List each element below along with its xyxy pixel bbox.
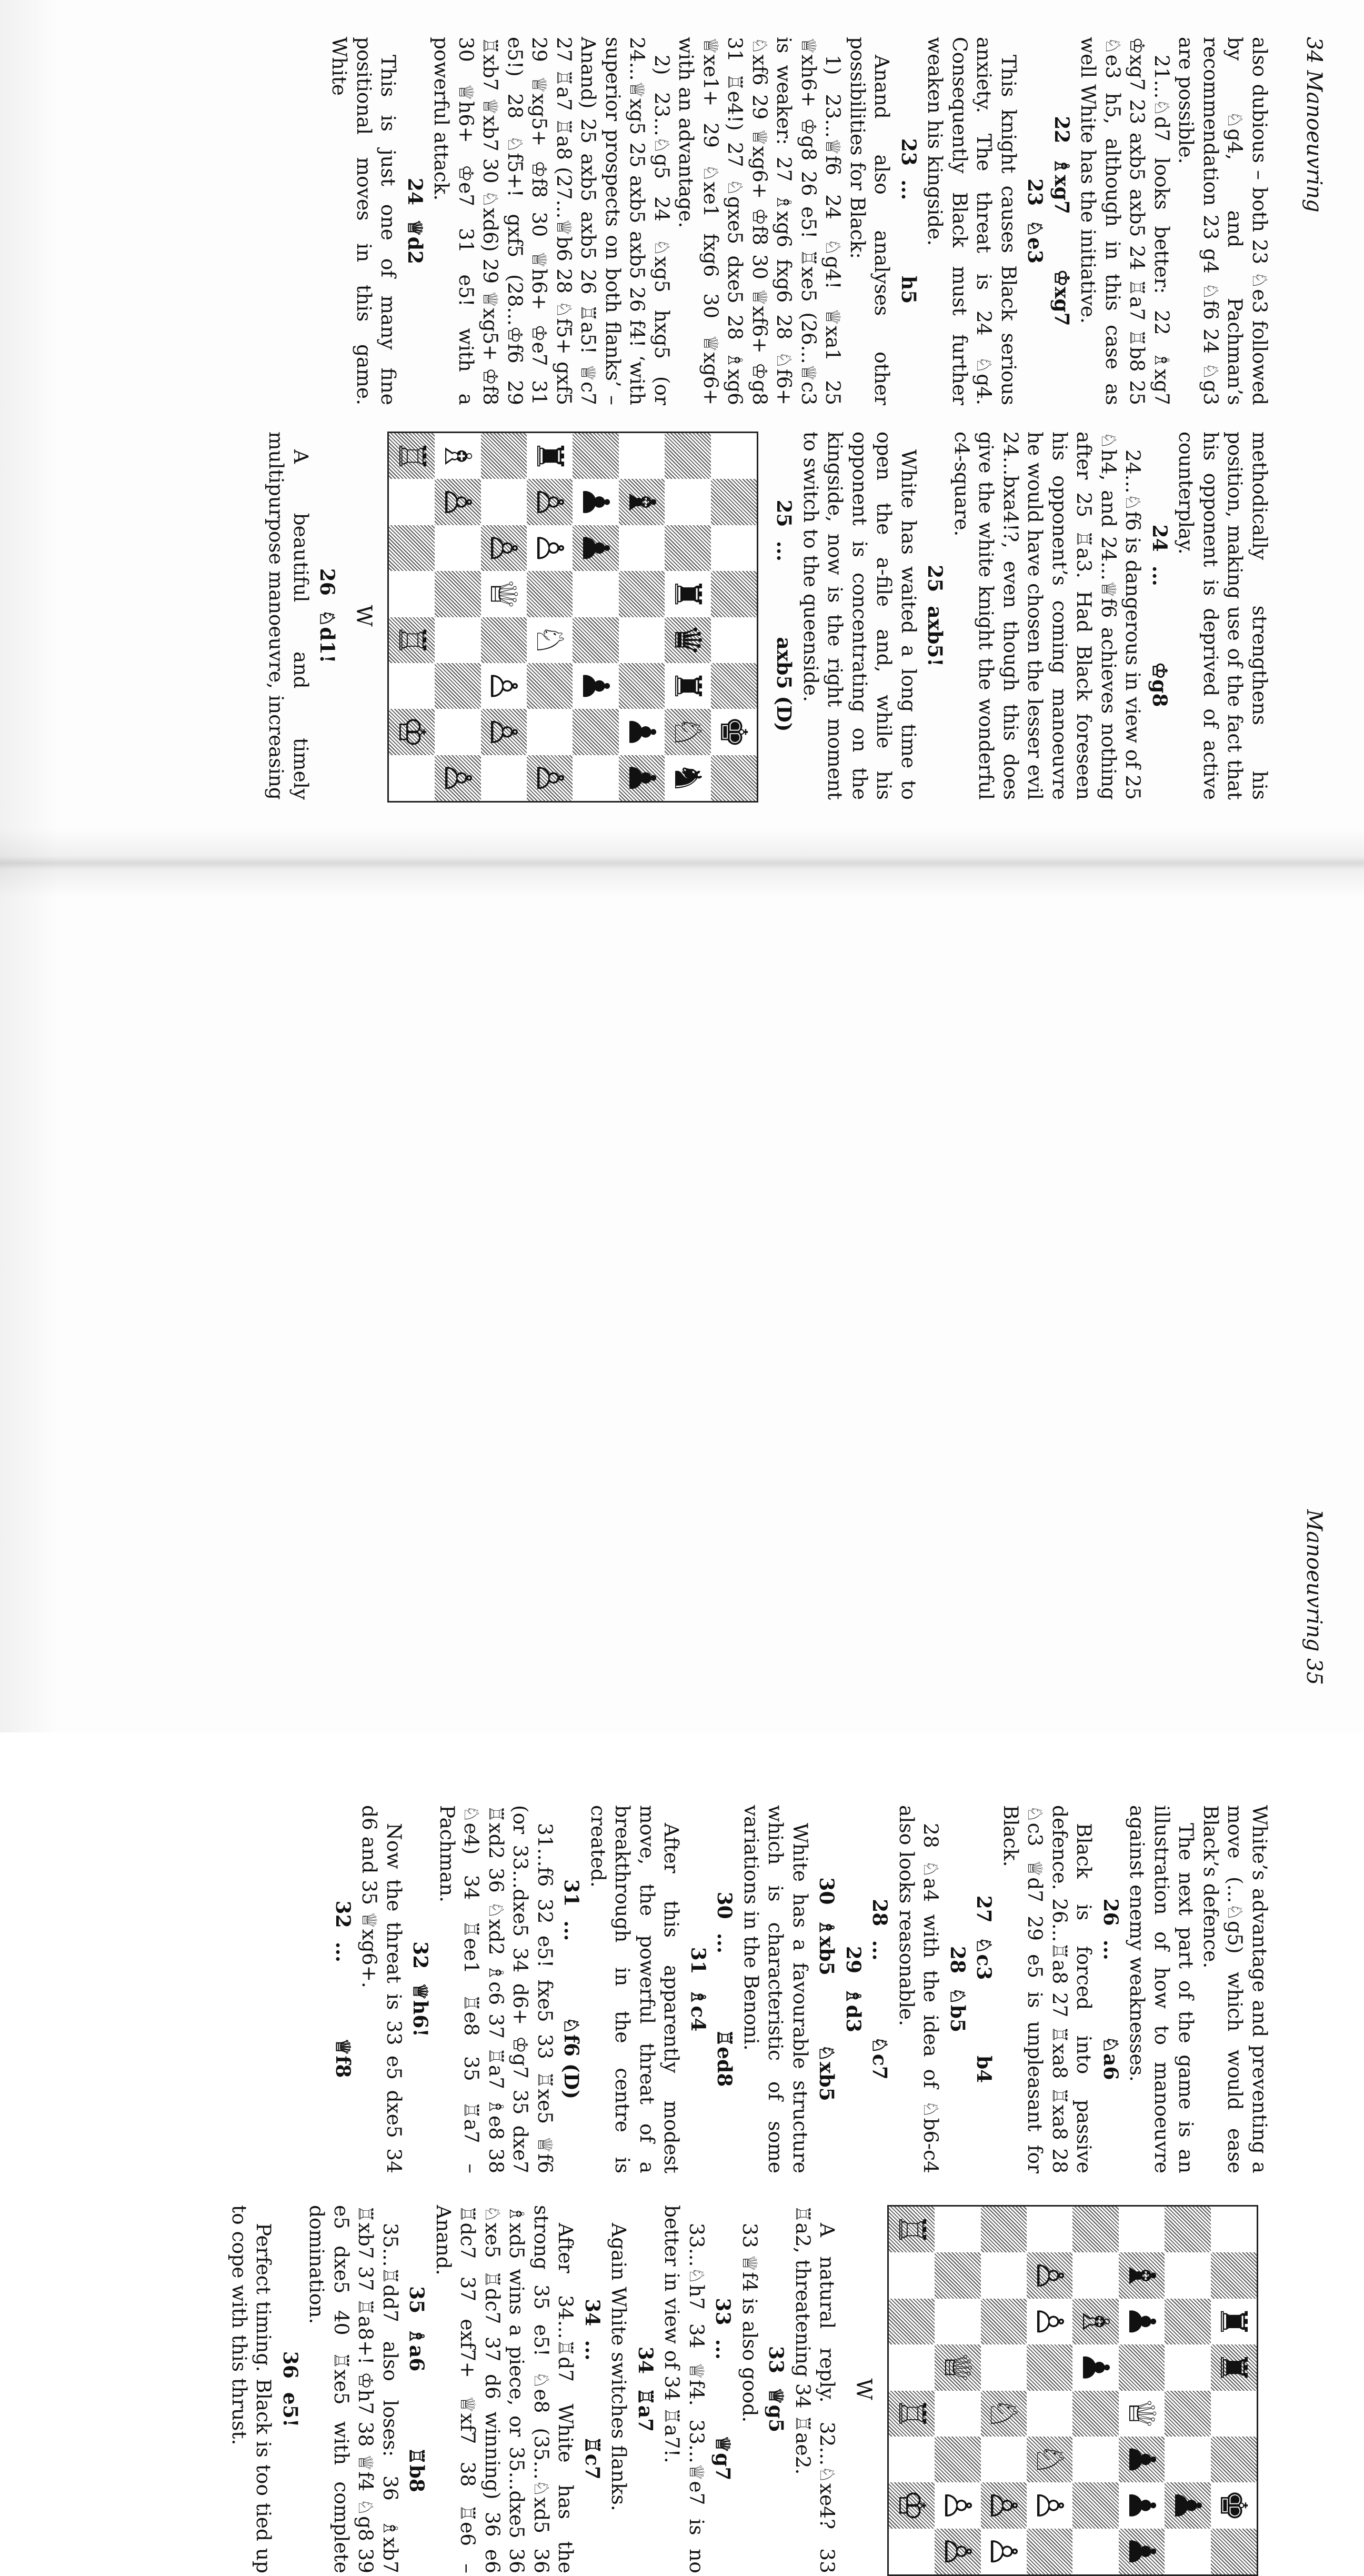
board-square	[1119, 2207, 1165, 2252]
board-square	[481, 571, 527, 617]
move-line: 32 ... ♕f8	[332, 1900, 355, 2078]
chess-piece: ♕	[482, 577, 526, 611]
chess-piece: ♙	[936, 2534, 980, 2568]
paragraph: 21...♘d7 looks better: 22 ♗xg7 ♔xg7 23 axb5 axb5 24 ♖a7 ♖b8 25 ♘e3 h5, although in this case as well White has the initiative.	[1077, 37, 1174, 405]
board-square	[481, 525, 527, 571]
board-square	[889, 2299, 935, 2344]
board-square	[1073, 2344, 1119, 2390]
board-square	[619, 479, 665, 525]
chess-piece: ♟	[574, 485, 618, 519]
board-square	[935, 2529, 980, 2574]
move-line: 33 ♕g5	[765, 2346, 788, 2433]
chess-piece: ♔	[890, 2489, 934, 2522]
chess-piece: ♔	[390, 715, 434, 749]
chess-piece: ♕	[936, 2351, 980, 2384]
board-square	[1119, 2529, 1165, 2574]
board-square	[711, 755, 757, 801]
board-square	[665, 571, 710, 617]
board-square	[389, 571, 435, 617]
move-line: 32 ♕h6!	[409, 1941, 433, 2037]
board-square	[889, 2344, 935, 2390]
move-line: 28 ♘b5	[946, 1946, 969, 2033]
board-square	[435, 755, 480, 801]
board-square	[619, 755, 665, 801]
board-square	[1027, 2391, 1072, 2437]
paragraph: 33...♘h7 34 ♕f4. 33...♕e7 is no better in view of 34 ♖a7!.	[660, 2205, 708, 2573]
board-square	[435, 663, 480, 709]
board-square	[481, 663, 527, 709]
board-square	[711, 525, 757, 571]
board-square	[1073, 2299, 1119, 2344]
board-square	[1211, 2391, 1257, 2437]
board-square	[889, 2207, 935, 2252]
board-square	[389, 525, 435, 571]
board-square	[481, 479, 527, 525]
board-square	[619, 571, 665, 617]
board-square	[389, 617, 435, 663]
board-square	[711, 433, 757, 479]
board-square	[665, 525, 710, 571]
chess-piece: ♝	[1120, 2259, 1164, 2292]
board-square	[889, 2482, 935, 2528]
move-line: 33 ... ♕g7	[711, 2298, 735, 2481]
board-square	[527, 525, 573, 571]
board-square	[1073, 2437, 1119, 2482]
board-square	[1211, 2482, 1257, 2528]
move-line: 24 ♕d2	[404, 177, 427, 265]
move-line: 34 ♖a7	[634, 2346, 657, 2432]
board-square	[935, 2482, 980, 2528]
chess-piece: ♖	[890, 2397, 934, 2430]
board-square	[1119, 2344, 1165, 2390]
paragraph: 35...♖dd7 also loses: 36 ♗xb7 ♖xb7 37 ♖a8+! ♔h7 38 ♕f4 ♘g8 39 e5 dxe5 40 ♖xe5 with complete domination.	[305, 2205, 402, 2573]
paragraph: This knight causes Black serious anxiety. The threat is 24 ♘g4. Consequently Black must further weaken his kingside.	[924, 37, 1020, 405]
paragraph: 33 ♕f4 is also good.	[738, 2223, 761, 2423]
paragraph: Again White switches flanks.	[607, 2223, 631, 2511]
chess-piece: ♜	[666, 577, 709, 611]
chess-piece: ♙	[482, 715, 526, 749]
board-square	[619, 617, 665, 663]
chess-piece: ♙	[436, 761, 480, 795]
board-square	[1073, 2529, 1119, 2574]
board-square	[935, 2344, 980, 2390]
board-square	[935, 2391, 980, 2437]
board-square	[435, 433, 480, 479]
move-line: 22 ♗xg7 ♔xg7	[1050, 116, 1074, 326]
paragraph: 28 ♘a4 with the idea of ♘b6-c4 also looks reasonable.	[895, 1805, 943, 2173]
board-square	[619, 709, 665, 755]
board-square	[573, 755, 619, 801]
board-square	[1027, 2252, 1072, 2298]
chess-piece: ♟	[1074, 2351, 1118, 2384]
board-square	[389, 433, 435, 479]
board-square	[619, 525, 665, 571]
board-square	[619, 663, 665, 709]
chess-piece: ♜	[1212, 2351, 1256, 2384]
move-line: 26 ... ♘a6	[1099, 1898, 1122, 2080]
board-square	[527, 663, 573, 709]
board-square	[573, 617, 619, 663]
board-square	[981, 2437, 1027, 2482]
board-square	[527, 709, 573, 755]
board-square	[389, 709, 435, 755]
board-square	[1165, 2252, 1210, 2298]
running-head-left: 34 Manoeuvring	[1302, 37, 1326, 213]
board-square	[389, 663, 435, 709]
chess-piece: ♙	[1028, 2489, 1071, 2522]
move-line: 30 ♗xb5 ♘xb5	[815, 1877, 839, 2101]
chess-piece: ♘	[528, 623, 571, 657]
chess-piece: ♙	[528, 485, 571, 519]
board-square	[573, 663, 619, 709]
board-square	[711, 709, 757, 755]
chess-piece: ♟	[1166, 2489, 1209, 2522]
move-line: 25 axb5!	[924, 565, 947, 667]
board-square	[1073, 2252, 1119, 2298]
move-line: 34 ... ♖c7	[581, 2299, 604, 2480]
right-page-column-1	[329, 1805, 1272, 2173]
chess-piece: ♙	[1028, 2259, 1071, 2292]
board-square	[1165, 2529, 1210, 2574]
board-square	[665, 663, 710, 709]
board-square	[527, 617, 573, 663]
board-square	[481, 617, 527, 663]
chess-diagram-left	[352, 432, 759, 800]
chess-piece: ♟	[1120, 2443, 1164, 2476]
board-square	[1027, 2207, 1072, 2252]
move-line: 23 ♘e3	[1024, 178, 1047, 264]
board-square	[1119, 2391, 1165, 2437]
paragraph: Now the threat is 33 e5 dxe5 34 d6 and 35 ♕xg6+.	[358, 1805, 406, 2173]
chess-piece: ♗	[1074, 2305, 1118, 2338]
chess-piece: ♜	[666, 669, 709, 703]
board-square	[665, 479, 710, 525]
move-line: 29 ♗d3	[842, 1946, 865, 2033]
chess-piece: ♙	[982, 2534, 1026, 2568]
board-square	[435, 525, 480, 571]
board-square	[981, 2299, 1027, 2344]
board-square	[435, 617, 480, 663]
chess-piece: ♟	[620, 715, 664, 749]
board-square	[573, 479, 619, 525]
chess-piece: ♜	[1212, 2305, 1256, 2338]
move-line: 27 ♘c3 b4	[972, 1895, 996, 2083]
board-square	[1165, 2437, 1210, 2482]
board-square	[1211, 2299, 1257, 2344]
paragraph: Black is forced into passive defence. 26...♖a8 27 ♖xa8 ♖xa8 28 ♘c3 ♕d7 29 e5 is unpleasant for Black.	[999, 1805, 1096, 2173]
board-square	[711, 571, 757, 617]
board-square	[1165, 2207, 1210, 2252]
paragraph: After this apparently modest move, the powerful threat of a breakthrough in the centre is created.	[587, 1805, 684, 2173]
paragraph: Anand also analyses other possibilities for Black:	[846, 37, 894, 405]
board-square	[981, 2391, 1027, 2437]
chess-piece: ♟	[1120, 2534, 1164, 2568]
board-square	[665, 755, 710, 801]
board-square	[573, 571, 619, 617]
board-square	[1027, 2529, 1072, 2574]
board-square	[1165, 2299, 1210, 2344]
board-square	[1119, 2299, 1165, 2344]
paragraph: White has waited a long time to open the a-file and, while his opponent is concentrating on the kingside, now is the right moment to switch to the queenside.	[799, 432, 920, 800]
move-line: 24 ... ♔g8	[1148, 524, 1171, 707]
board-square	[1119, 2482, 1165, 2528]
right-page-column-2	[227, 2205, 1272, 2573]
board-square	[573, 433, 619, 479]
chess-piece: ♙	[528, 761, 571, 795]
chess-piece: ♞	[666, 761, 709, 795]
left-page	[0, 0, 1364, 842]
move-line: 23 ... h5	[897, 138, 920, 304]
board-square	[435, 479, 480, 525]
board-square	[435, 571, 480, 617]
paragraph: also dubious – both 23 ♘e3 followed by ♘g4, and Pachman’s recommendation 23 g4 ♘f6 24 ♘g3 are possible.	[1175, 37, 1271, 405]
chess-piece: ♚	[712, 715, 756, 749]
board-square	[889, 2437, 935, 2482]
running-head-right: Manoeuvring 35	[1302, 1509, 1326, 1685]
board-square	[1027, 2344, 1072, 2390]
chess-piece: ♟	[1120, 2305, 1164, 2338]
chess-board	[887, 2205, 1258, 2576]
chess-piece: ♟	[620, 761, 664, 795]
board-square	[981, 2529, 1027, 2574]
board-square	[935, 2299, 980, 2344]
board-square	[711, 663, 757, 709]
board-square	[481, 709, 527, 755]
move-line: 31 ... ♘f6 (D)	[560, 1879, 584, 2099]
chess-piece: ♟	[1120, 2489, 1164, 2522]
chess-piece: ♟	[574, 532, 618, 565]
board-square	[1073, 2482, 1119, 2528]
board-square	[1073, 2391, 1119, 2437]
right-page	[0, 889, 1364, 2573]
chess-piece: ♙	[528, 532, 571, 565]
paragraph: 2) 23...♘g5 24 ♘xg5 hxg5 (or 24...♕xg5 25 axb5 axb5 26 f4! ‘with superior prospects on both flanks’ – Anand) 25 axb5 axb5 26 ♖a5! ♕c7 27 ♖a7 ♖a8 (27...♕b6 28 ♘f5+ gxf5 29 ♕xg5+ ♔f8 30 ♕h6+ ♔e7 31 e5!) 28 ♘f5+! gxf5 (28...♔f6 29 ♖xb7 ♕xb7 30 ♘xd6) 29 ♕xg5+ ♔f8 30 ♕h6+ ♔e7 31 e5! with a powerful attack.	[430, 37, 674, 405]
paragraph: A natural reply. 32...♘xe4? 33 ♖a2, threatening 34 ♖ae2.	[791, 2205, 839, 2573]
chess-piece: ♙	[436, 485, 480, 519]
move-line: 35 ♗a6 ♖b8	[405, 2286, 429, 2492]
move-line: 25 ... axb5 (D)	[773, 499, 796, 732]
chess-piece: ♘	[982, 2397, 1026, 2430]
board-square	[665, 433, 710, 479]
board-square	[1211, 2207, 1257, 2252]
board-square	[1211, 2437, 1257, 2482]
board-square	[435, 709, 480, 755]
board-square	[1165, 2482, 1210, 2528]
paragraph: 31...f6 32 e5! fxe5 33 ♖xe5 ♕f6 (or 33...dxe5 34 d6+ ♔g7 35 dxe7 ♖xd2 36 ♘xd2 ♗c6 37 ♖a7 ♗e8 38 ♘e4) 34 ♖ee1 ♖e8 35 ♖a7 – Pachman.	[436, 1805, 557, 2173]
board-square	[1027, 2437, 1072, 2482]
chess-piece: ♙	[1028, 2305, 1071, 2338]
chess-piece: ♘	[1028, 2443, 1071, 2476]
board-square	[527, 479, 573, 525]
chess-piece: ♖	[390, 623, 434, 657]
left-page-column-2	[264, 432, 1272, 800]
board-square	[935, 2207, 980, 2252]
chess-piece: ♗	[436, 439, 480, 473]
board-square	[981, 2344, 1027, 2390]
chess-piece: ♕	[1120, 2397, 1164, 2430]
move-line: 30 ... ♖ed8	[713, 1891, 737, 2087]
board-square	[1073, 2207, 1119, 2252]
move-line: 28 ... ♘c7	[868, 1899, 892, 2080]
board-square	[481, 755, 527, 801]
board-square	[481, 433, 527, 479]
chess-piece: ♜	[528, 439, 571, 473]
side-to-move-label: W	[851, 2378, 876, 2400]
board-square	[665, 709, 710, 755]
paragraph: White’s advantage and preventing a move (...♘g5) which would ease Black’s defence.	[1199, 1805, 1271, 2173]
board-square	[1027, 2299, 1072, 2344]
board-square	[981, 2482, 1027, 2528]
board-square	[1165, 2344, 1210, 2390]
paragraph: A beautiful and timely multipurpose manoeuvre, increasing	[265, 432, 313, 800]
move-line: 31 ♗c4	[687, 1947, 710, 2032]
board-square	[573, 525, 619, 571]
side-to-move-label: W	[352, 605, 376, 627]
chess-diagram-right	[851, 2205, 1259, 2573]
chess-piece: ♙	[482, 669, 526, 703]
board-square	[889, 2252, 935, 2298]
chess-piece: ♖	[890, 2213, 934, 2247]
board-square	[389, 479, 435, 525]
board-square	[711, 617, 757, 663]
board-square	[1119, 2437, 1165, 2482]
move-line: 26 ♘d1!	[316, 568, 339, 664]
board-square	[619, 433, 665, 479]
board-square	[981, 2252, 1027, 2298]
paragraph: White has a favourable structure which is characteristic of some variations in the Benoni.	[740, 1805, 812, 2173]
chess-piece: ♚	[1212, 2489, 1256, 2522]
board-square	[1165, 2391, 1210, 2437]
board-square	[935, 2252, 980, 2298]
chess-piece: ♟	[574, 669, 618, 703]
board-square	[1119, 2252, 1165, 2298]
paragraph: 24...♘f6 is dangerous in view of 25 ♘h4, and 24...♕f6 achieves nothing after 25 ♖a3. Had Black foreseen his opponent’s coming manoeuvre he would have chosen the lesser evil 24...bxa4!?, even though this does give the white knight the wonderful c4-square.	[950, 432, 1145, 800]
board-square	[527, 433, 573, 479]
move-line: 36 e5!	[279, 2351, 302, 2428]
chess-piece: ♘	[666, 715, 709, 749]
chess-piece: ♙	[982, 2489, 1026, 2522]
chess-piece: ♙	[482, 532, 526, 565]
chess-piece: ♛	[666, 623, 709, 657]
paragraph: The next part of the game is an illustration of how to manoeuvre against enemy weaknesses.	[1126, 1805, 1198, 2173]
board-square	[1211, 2529, 1257, 2574]
board-square	[527, 755, 573, 801]
chess-piece: ♝	[620, 485, 664, 519]
chess-piece: ♖	[390, 439, 434, 473]
board-square	[889, 2529, 935, 2574]
paragraph: methodically strengthens his position, making use of the fact that his opponent is deprived of active counterplay.	[1175, 432, 1271, 800]
board-square	[527, 571, 573, 617]
paragraph: Perfect timing. Black is too tied up to cope with this thrust.	[228, 2205, 276, 2573]
left-page-column-1	[327, 37, 1272, 405]
paragraph: After 34...♖d7 White has the strong 35 e5! ♘e8 (35...♘xd5 36 ♗xd5 wins a piece, or 35...dxe5 36 ♘xe5 ♖dc7 37 d6 winning) 36 e6 ♖dc7 37 exf7+ ♕xf7 38 ♖e6 – Anand.	[432, 2205, 578, 2573]
chess-piece: ♙	[936, 2489, 980, 2522]
board-square	[573, 709, 619, 755]
chess-board	[387, 432, 758, 803]
board-square	[935, 2437, 980, 2482]
paragraph: 1) 23...♕f6 24 ♘g4! ♕xa1 25 ♕xh6+ ♔g8 26 e5! ♖xe5 (26...♕c3 is weaker: 27 ♗xg6 fxg6 28 ♘f6+ ♘xf6 29 ♕xg6+ ♔f8 30 ♕xf6+ ♔g8 31 ♖e4!) 27 ♘gxe5 dxe5 28 ♗xg6 ♕xe1+ 29 ♘xe1 fxg6 30 ♕xg6+ with an advantage.	[675, 37, 845, 405]
board-square	[711, 479, 757, 525]
board-square	[389, 755, 435, 801]
board-square	[981, 2207, 1027, 2252]
board-square	[1211, 2252, 1257, 2298]
paragraph: This is just one of many fine positional moves in this game. White	[328, 37, 400, 405]
board-square	[665, 617, 710, 663]
board-square	[889, 2391, 935, 2437]
board-square	[1211, 2344, 1257, 2390]
board-square	[1027, 2482, 1072, 2528]
